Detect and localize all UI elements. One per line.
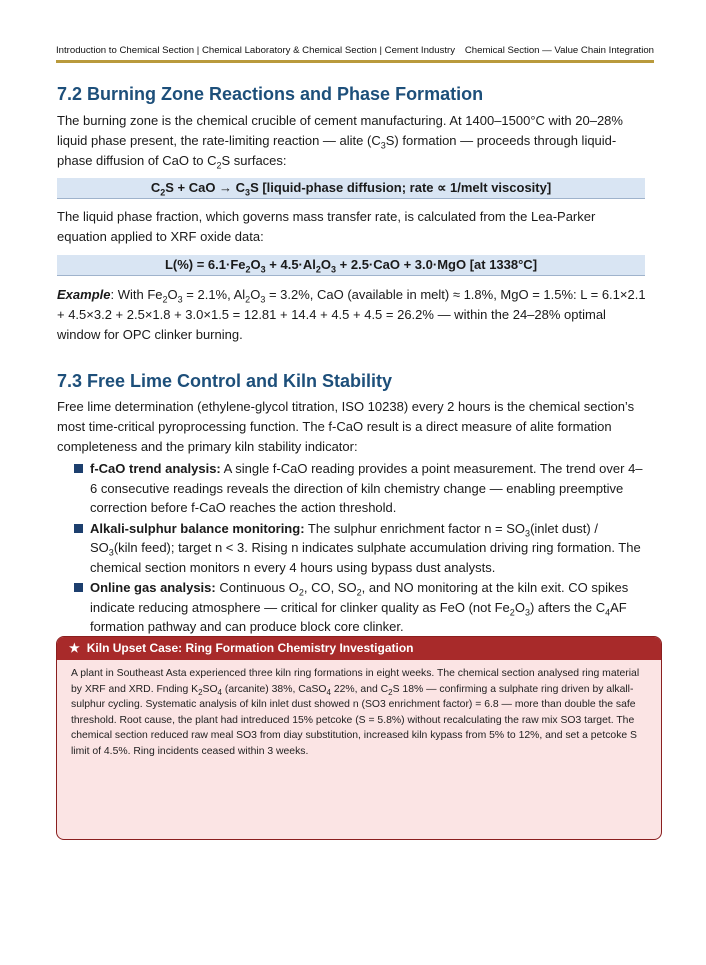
page-header <box>56 45 654 56</box>
star-icon: ★ <box>69 641 80 655</box>
section-7-2-title: 7.2 Burning Zone Reactions and Phase Formation <box>57 84 484 104</box>
case-study-header <box>57 637 661 660</box>
bullet-square-icon <box>74 583 83 592</box>
case-study-title: Kiln Upset Case: Ring Formation Chemistry Investigation <box>86 641 414 655</box>
section-7-3-title: 7.3 Free Lime Control and Kiln Stability <box>57 371 393 391</box>
case-study-box <box>56 636 662 840</box>
example-label: Example <box>57 287 111 302</box>
list-item-fcao-trend: f-CaO trend analysis: A single f-CaO reading provides a point measurement. The trend over 4–6 consecutive readings reveals the direction of kiln chemistry change — enabling preemptive correction before f-CaO reaches the action threshold. <box>74 459 648 518</box>
liquid-phase-text: The liquid phase fraction, which governs mass transfer rate, is calculated from the Lea-Parker equation applied to XRF oxide data: <box>57 209 596 244</box>
section-7-2-intro: The burning zone is the chemical crucible of cement manufacturing. At 1400–1500°C with 20–28% liquid phase present, the rate-limiting reaction — alite $(C_3S)$ formation — proceeds through liquid-phase diffusion of CaO to $C_2S$ surfaces: <box>57 113 623 171</box>
bullet-square-icon <box>74 464 83 473</box>
worked-example: Example: With $Fe_2O_3 = 2.1\%$, $Al_2O_3 = 3.2\%$, CaO (available in melt) ≈ 1.8%, MgO = 1.5%: L = 6.1×2.1 + 4.5×3.2 + 2.5×1.8 + 3.0×1.5 = 12.81 + 14.4 + 4.5 + 4.5 = 26.2% — within the 24–28% optimal window for OPC clinker burning. <box>57 287 646 342</box>
section-7-3-intro: Free lime determination (ethylene-glycol titration, ISO 10238) every 2 hours is the chemical section’s most time-critical pyroprocessing function. The f-CaO result is a direct measure of alite formation completeness and the primary kiln stability indicator: <box>57 399 635 454</box>
case-study-body: A plant in Southeast Asta experienced three kiln ring formations in eight weeks. The chemical section analysed ring material by XRF and XRD. Fnding $K_2SO_4$ (arcanite) 38%, CaSO$_4$ 22%, and $C_2S$ 18% — confirming a sulphate ring driven by alkall-sulphur cycling. Systematic analysis of kiln inlet dust showed n (SO3 enrichment factor) = 6.8 — more than double the safe threshold. Root cause, the plant had intreduced 15% petcoke (S = 5.8%) without recalculating the raw mix SO3 target. The chemical section reduced raw meal SO3 from diay substitution, increased kiln kypass from 5% to 12%, and set a petcoke S limit of 4.5%. Ring incidents ceased within 3 weeks. <box>71 668 640 757</box>
bullet-square-icon <box>74 524 83 533</box>
equation-alite-formation: $C_2S$ + CaO → $C_3S$ [liquid-phase diffusion; rate ∝ 1/melt viscosity] <box>57 178 645 199</box>
equation-lea-parker: $L(\%) = 6.1\cdot Fe_2O_3 + 4.5\cdot Al_2O_3 + 2.5\cdot CaO + 3.0\cdot MgO$ [at 1338°C] <box>57 255 645 276</box>
list-item-alkali-sulphur: Alkali-sulphur balance monitoring: The sulphur enrichment factor $n = SO_3(inlet$ dust) / $SO_3(kiln$ feed); target n < 3. Rising n indicates sulphate accumulation driving ring formation. The chemical section monitors n every 4 hours using bypass dust analysts. <box>74 519 648 578</box>
header-left: Introduction to Chemical Section | Chemical Laboratory & Chemical Section | Cement Industry <box>56 45 456 56</box>
list-item-online-gas: Online gas analysis: Continuous $O_2$, CO, $SO_2$, and NO monitoring at the kiln exit. CO spikes indicate reducing atmosphere — critical for clinker quality as FeO (not $Fe_2O_3$) afters the $C_4AF$ formation pathway and can produce block core clinker. <box>74 578 648 637</box>
kiln-monitoring-list <box>74 459 648 638</box>
header-rule <box>56 60 654 63</box>
header-right: Chemical Section — Value Chain Integration <box>464 45 654 56</box>
